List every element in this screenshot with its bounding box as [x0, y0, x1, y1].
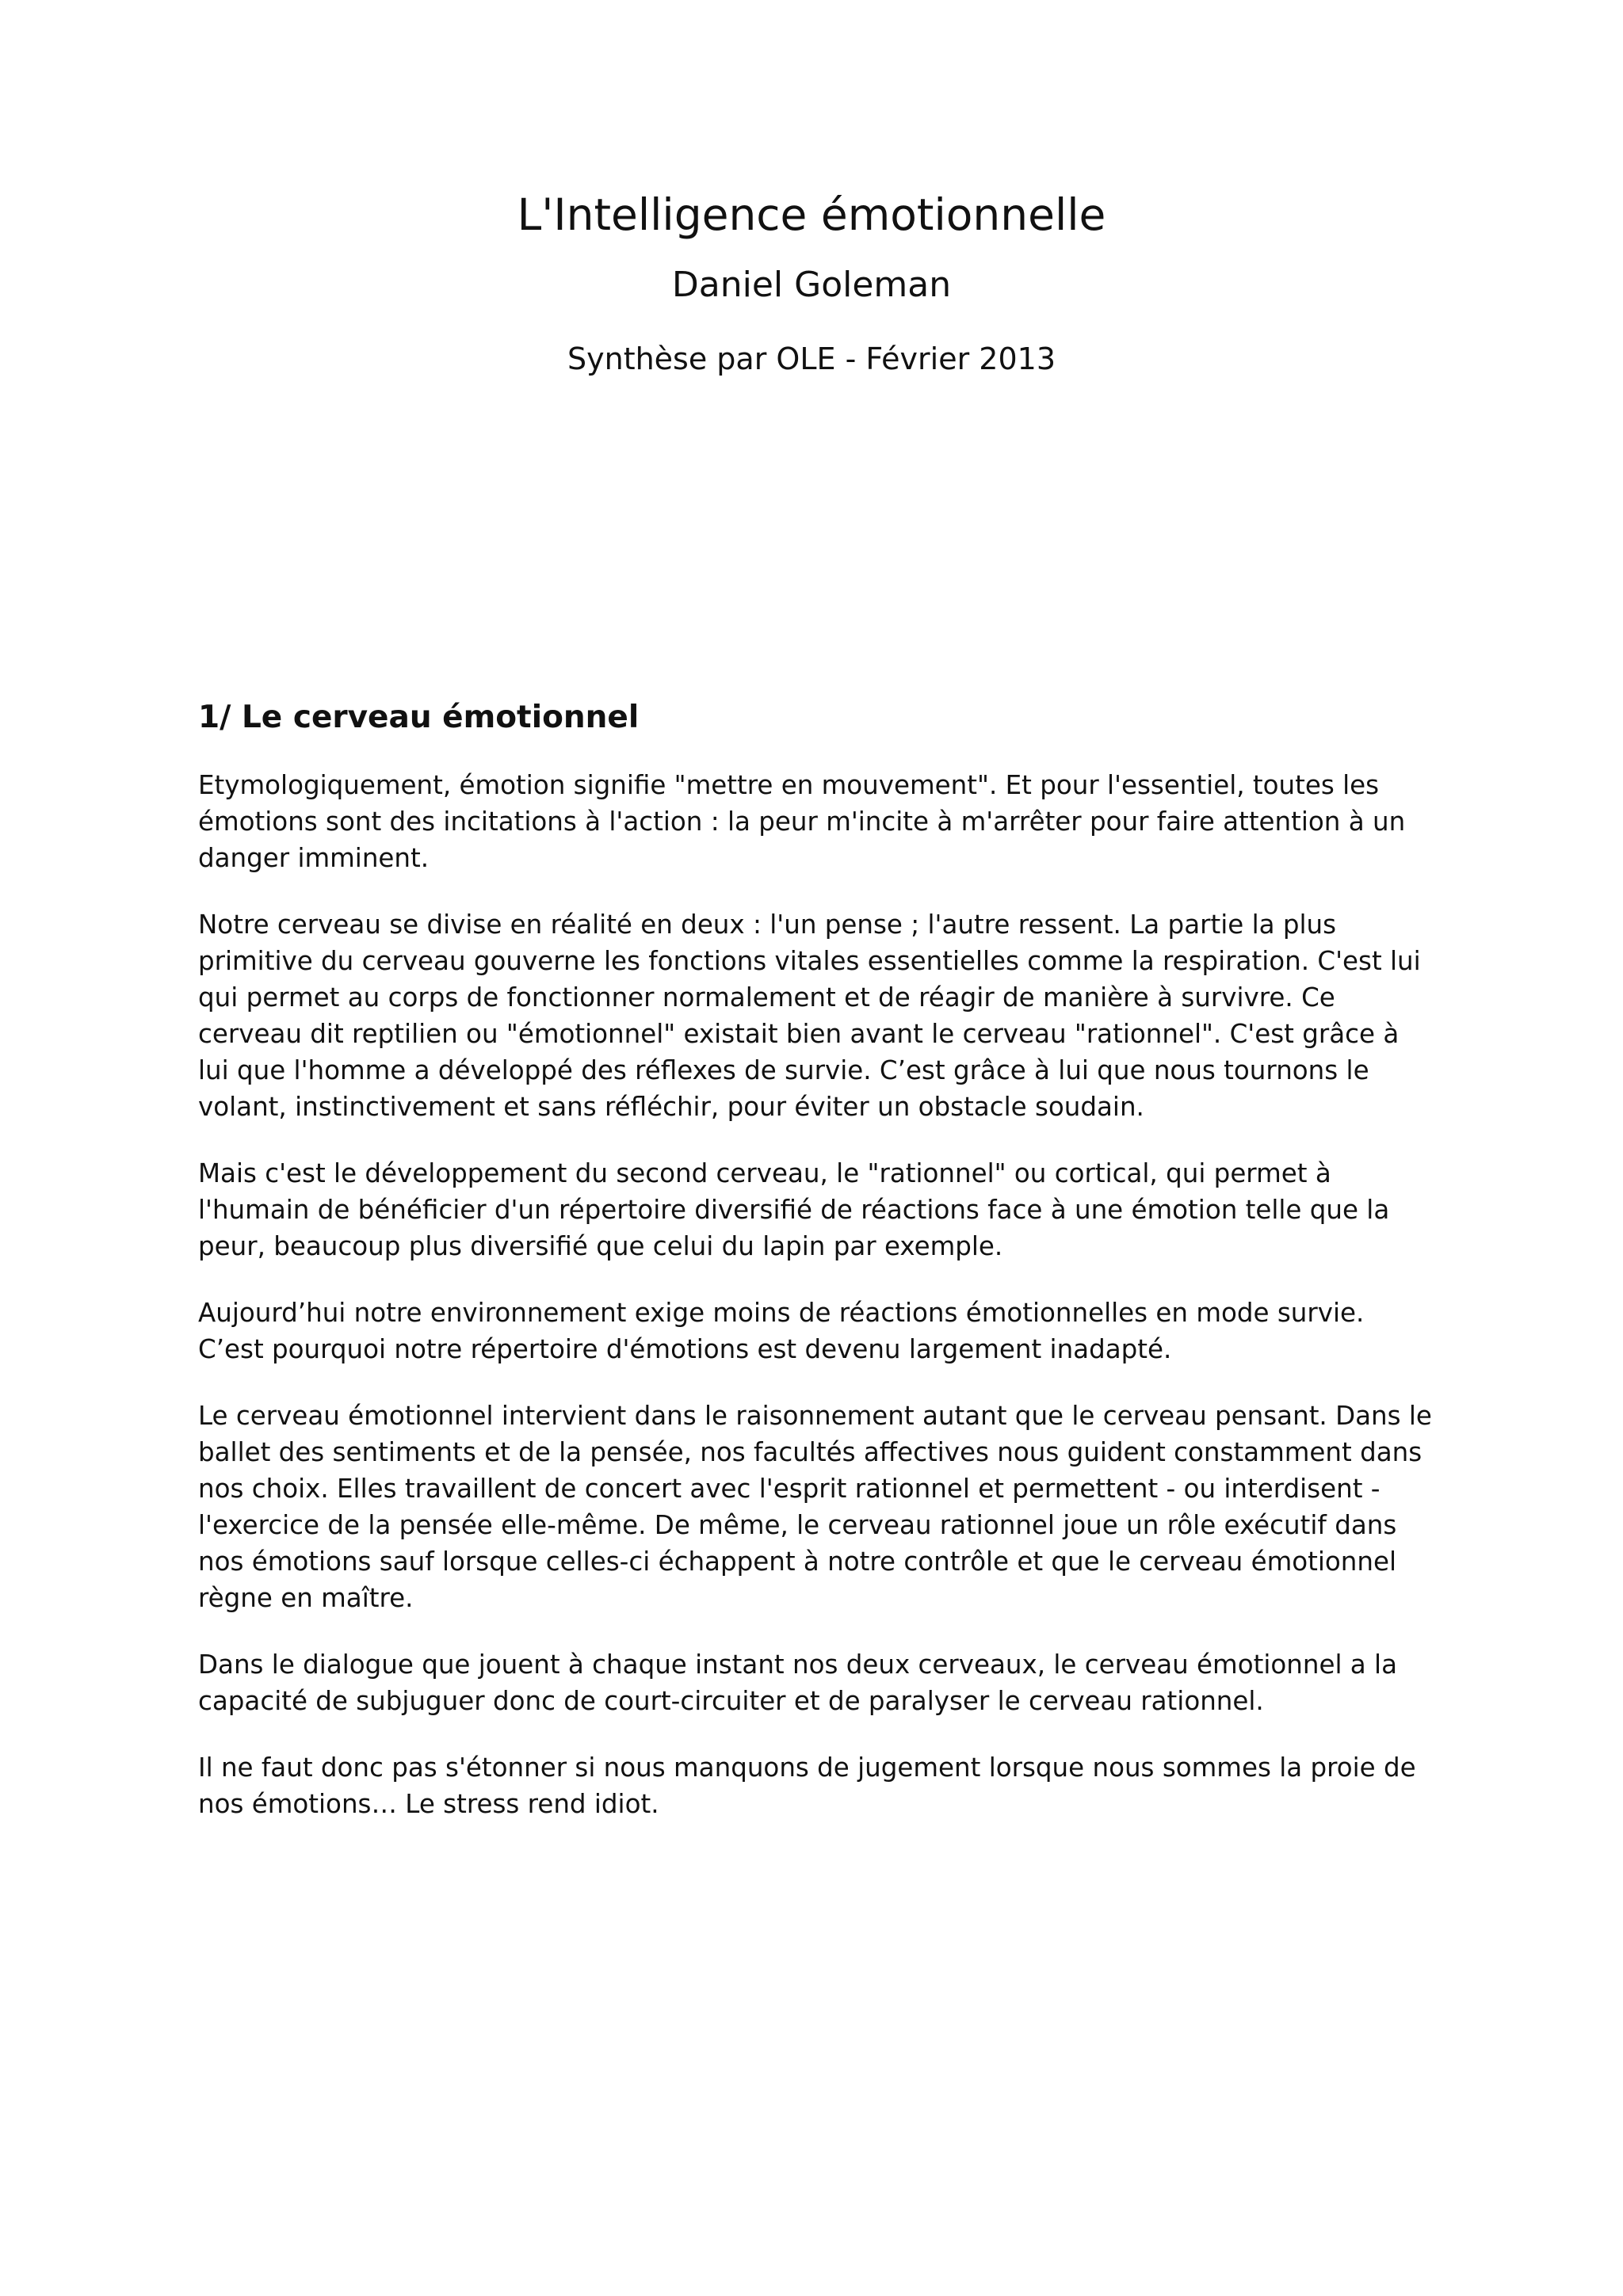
paragraph-3: Mais c'est le développement du second cerveau, le "rationnel" ou cortical, qui permet à l'humain de bénéficier d'un répertoire diversifié de réactions face à une émotion telle que la peur, beaucoup plus diversifié que celui du lapin par exemple.: [198, 1158, 1390, 1261]
paragraph-6: Dans le dialogue que jouent à chaque instant nos deux cerveaux, le cerveau émotionnel a la capacité de subjuguer donc de court-circuiter et de paralyser le cerveau rationnel.: [198, 1649, 1397, 1716]
synthesis-line: Synthèse par OLE - Février 2013: [567, 341, 1056, 376]
paragraph-2: Notre cerveau se divise en réalité en deux : l'un pense ; l'autre ressent. La partie la plus primitive du cerveau gouverne les fonctions vitales essentielles comme la respiration. C'est lui qui permet au corps de fonctionner normalement et de réagir de manière à survivre. Ce cerveau dit reptilien ou "émotionnel" existait bien avant le cerveau "rationnel". C'est grâce à lui que l'homme a développé des réflexes de survie. C’est grâce à lui que nous tournons le volant, instinctivement et sans réfléchir, pour éviter un obstacle soudain.: [198, 909, 1421, 1122]
paragraph-4: Aujourd’hui notre environnement exige moins de réactions émotionnelles en mode survie. C’est pourquoi notre répertoire d'émotions est devenu largement inadapté.: [198, 1297, 1365, 1364]
title-block: [0, 189, 1623, 377]
document-title: L'Intelligence émotionnelle: [517, 189, 1106, 240]
paragraph-7: Il ne faut donc pas s'étonner si nous manquons de jugement lorsque nous sommes la proie de nos émotions… Le stress rend idiot.: [198, 1752, 1416, 1819]
section-heading: 1/ Le cerveau émotionnel: [198, 700, 640, 735]
section-content: [198, 700, 1434, 1852]
document-author: Daniel Goleman: [671, 265, 952, 305]
paragraph-1: Etymologiquement, émotion signifie "mettre en mouvement". Et pour l'essentiel, toutes les émotions sont des incitations à l'action : la peur m'incite à m'arrêter pour faire attention à un danger imminent.: [198, 769, 1406, 873]
paragraph-5: Le cerveau émotionnel intervient dans le raisonnement autant que le cerveau pensant. Dans le ballet des sentiments et de la pensée, nos facultés affectives nous guident constamment dans nos choix. Elles travaillent de concert avec l'esprit rationnel et permettent - ou interdisent - l'exercice de la pensée elle-même. De même, le cerveau rationnel joue un rôle exécutif dans nos émotions sauf lorsque celles-ci échappent à notre contrôle et que le cerveau émotionnel règne en maître.: [198, 1400, 1432, 1613]
